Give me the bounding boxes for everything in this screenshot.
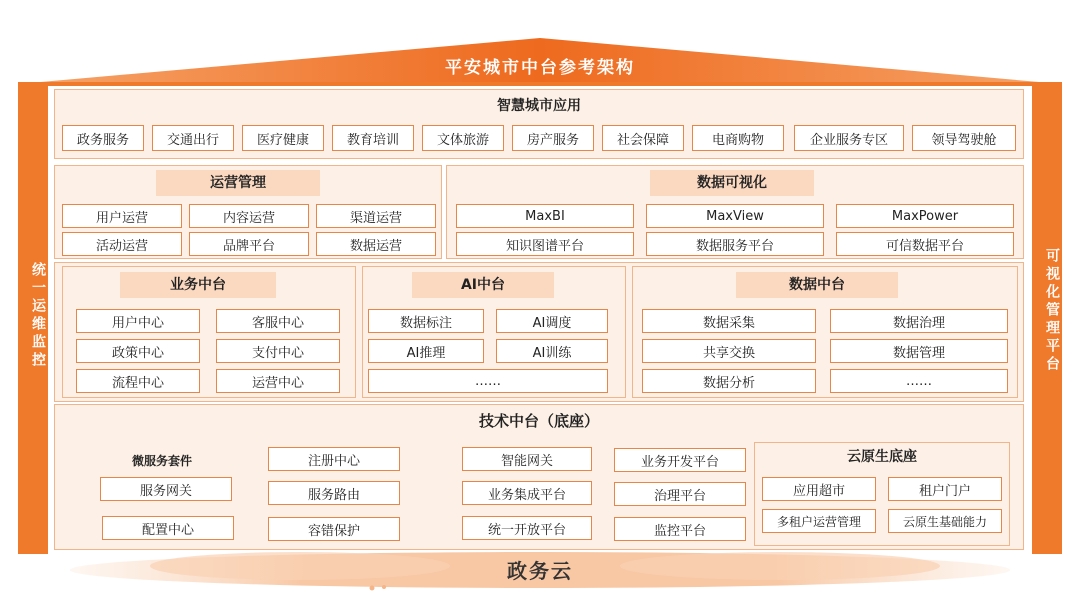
ai-center-title: AI中台	[412, 272, 554, 298]
ops-item: 内容运营	[189, 204, 309, 228]
cloud-item: 租户门户	[888, 477, 1002, 501]
data-item: 数据管理	[830, 339, 1008, 363]
app-layer-title: 智慧城市应用	[497, 98, 581, 114]
app-item: 企业服务专区	[794, 125, 904, 151]
data-center-title: 数据中台	[736, 272, 898, 298]
app-item: 社会保障	[602, 125, 684, 151]
app-item: 医疗健康	[242, 125, 324, 151]
tech-item: 业务开发平台	[614, 448, 746, 472]
tech-item: 业务集成平台	[462, 481, 592, 505]
right-pillar-label: 可视化管理平台	[1044, 248, 1060, 374]
cloud-item: 云原生基础能力	[888, 509, 1002, 533]
ai-item: ……	[368, 369, 608, 393]
ops-item: 数据运营	[316, 232, 436, 256]
biz-item: 客服中心	[216, 309, 340, 333]
tech-item: 监控平台	[614, 517, 746, 541]
app-item: 领导驾驶舱	[912, 125, 1016, 151]
tech-item: 容错保护	[268, 517, 400, 541]
ops-item: 活动运营	[62, 232, 182, 256]
dataviz-item: MaxView	[646, 204, 824, 228]
biz-item: 运营中心	[216, 369, 340, 393]
app-item: 政务服务	[62, 125, 144, 151]
dataviz-title: 数据可视化	[650, 170, 814, 196]
tech-item: 智能网关	[462, 447, 592, 471]
ops-item: 渠道运营	[316, 204, 436, 228]
dataviz-item: MaxBI	[456, 204, 634, 228]
ai-item: AI推理	[368, 339, 484, 363]
data-item: 数据治理	[830, 309, 1008, 333]
app-item: 电商购物	[692, 125, 784, 151]
ai-item: AI训练	[496, 339, 608, 363]
ai-item: AI调度	[496, 309, 608, 333]
app-item: 文体旅游	[422, 125, 504, 151]
tech-item: 服务路由	[268, 481, 400, 505]
tech-item: 治理平台	[614, 482, 746, 506]
dataviz-item: 数据服务平台	[646, 232, 824, 256]
cloud-item: 应用超市	[762, 477, 876, 501]
cloud-item: 多租户运营管理	[762, 509, 876, 533]
data-item: ……	[830, 369, 1008, 393]
tech-item: 服务网关	[100, 477, 232, 501]
data-item: 共享交换	[642, 339, 816, 363]
left-pillar-label: 统一运维监控	[30, 262, 46, 370]
biz-item: 支付中心	[216, 339, 340, 363]
app-item: 房产服务	[512, 125, 594, 151]
micro-services-title: 微服务套件	[132, 454, 193, 468]
architecture-title: 平安城市中台参考架构	[445, 58, 635, 78]
tech-item: 注册中心	[268, 447, 400, 471]
biz-item: 流程中心	[76, 369, 200, 393]
biz-center-title: 业务中台	[120, 272, 276, 298]
dataviz-item: 知识图谱平台	[456, 232, 634, 256]
biz-item: 政策中心	[76, 339, 200, 363]
ai-item: 数据标注	[368, 309, 484, 333]
data-item: 数据分析	[642, 369, 816, 393]
tech-center-title: 技术中台（底座）	[478, 412, 599, 430]
app-item: 教育培训	[332, 125, 414, 151]
ops-item: 用户运营	[62, 204, 182, 228]
app-item: 交通出行	[152, 125, 234, 151]
ops-item: 品牌平台	[189, 232, 309, 256]
tech-item: 配置中心	[102, 516, 234, 540]
tech-item: 统一开放平台	[462, 516, 592, 540]
dataviz-item: 可信数据平台	[836, 232, 1014, 256]
cloud-foundation-label: 政务云	[507, 559, 573, 583]
biz-item: 用户中心	[76, 309, 200, 333]
cloud-native-title: 云原生底座	[847, 449, 917, 465]
ops-title: 运营管理	[156, 170, 320, 196]
data-item: 数据采集	[642, 309, 816, 333]
dataviz-item: MaxPower	[836, 204, 1014, 228]
